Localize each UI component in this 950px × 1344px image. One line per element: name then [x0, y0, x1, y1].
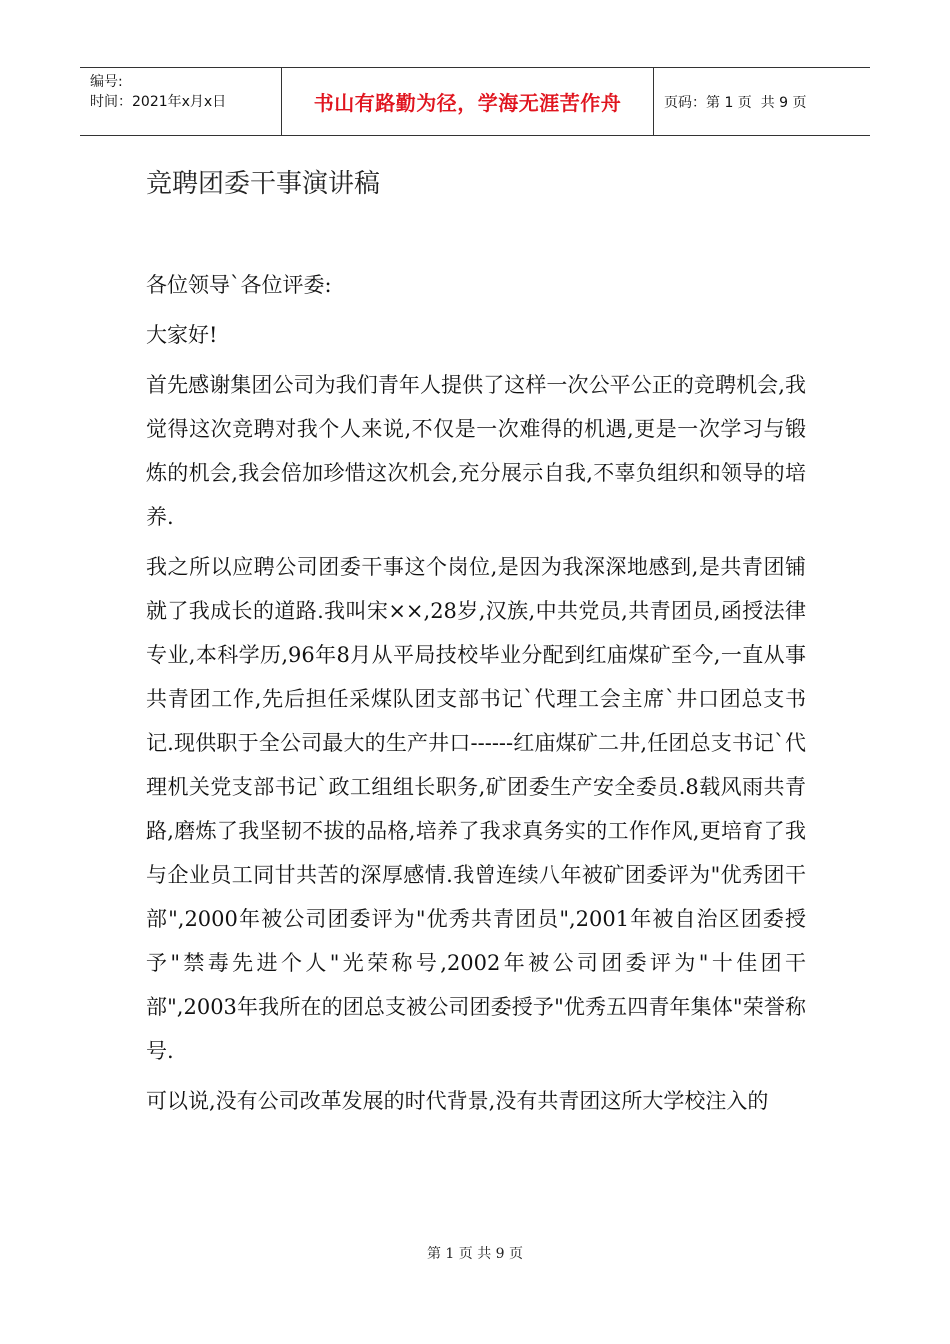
document-header	[80, 67, 870, 136]
number-label: 编号:	[90, 74, 123, 90]
header-meta-cell	[80, 68, 282, 135]
document-body	[146, 263, 806, 1129]
paragraph: 各位领导`各位评委:	[146, 273, 332, 297]
paragraph: 我之所以应聘公司团委干事这个岗位,是因为我深深地感到,是共青团铺就了我成长的道路.我叫宋××,28岁,汉族,中共党员,共青团员,函授法律专业,本科学历,96年8月从平局技校毕业分配到红庙煤矿至今,一直从事共青团工作,先后担任采煤队团支部书记`代理工会主席`井口团总支书记.现供职于全公司最大的生产井口------红庙煤矿二井,任团总支书记`代理机关党支部书记`政工组组长职务,矿团委生产安全委员.8载风雨共青路,磨炼了我坚韧不拔的品格,培养了我求真务实的工作作风,更培育了我与企业员工同甘共苦的深厚感情.我曾连续八年被矿团委评为"优秀团干部",2000年被公司团委评为"优秀共青团员",2001年被自治区团委授予"禁毒先进个人"光荣称号,2002年被公司团委评为"十佳团干部",2003年我所在的团总支被公司团委授予"优秀五四青年集体"荣誉称号.	[146, 555, 806, 1063]
header-page-info: 页码：第 1 页 共 9 页	[664, 94, 807, 111]
page-footer: 第 1 页 共 9 页	[426, 1246, 524, 1262]
paragraph: 可以说,没有公司改革发展的时代背景,没有共青团这所大学校注入的	[146, 1089, 769, 1113]
header-motto: 书山有路勤为径，学海无涯苦作舟	[282, 68, 654, 135]
document-title: 竞聘团委干事演讲稿	[146, 169, 381, 199]
time-label: 时间：2021年x月x日	[90, 94, 227, 110]
paragraph: 首先感谢集团公司为我们青年人提供了这样一次公平公正的竞聘机会,我觉得这次竞聘对我个人来说,不仅是一次难得的机遇,更是一次学习与锻炼的机会,我会倍加珍惜这次机会,充分展示自我,不辜负组织和领导的培养.	[146, 373, 806, 529]
paragraph: 大家好!	[146, 323, 218, 347]
